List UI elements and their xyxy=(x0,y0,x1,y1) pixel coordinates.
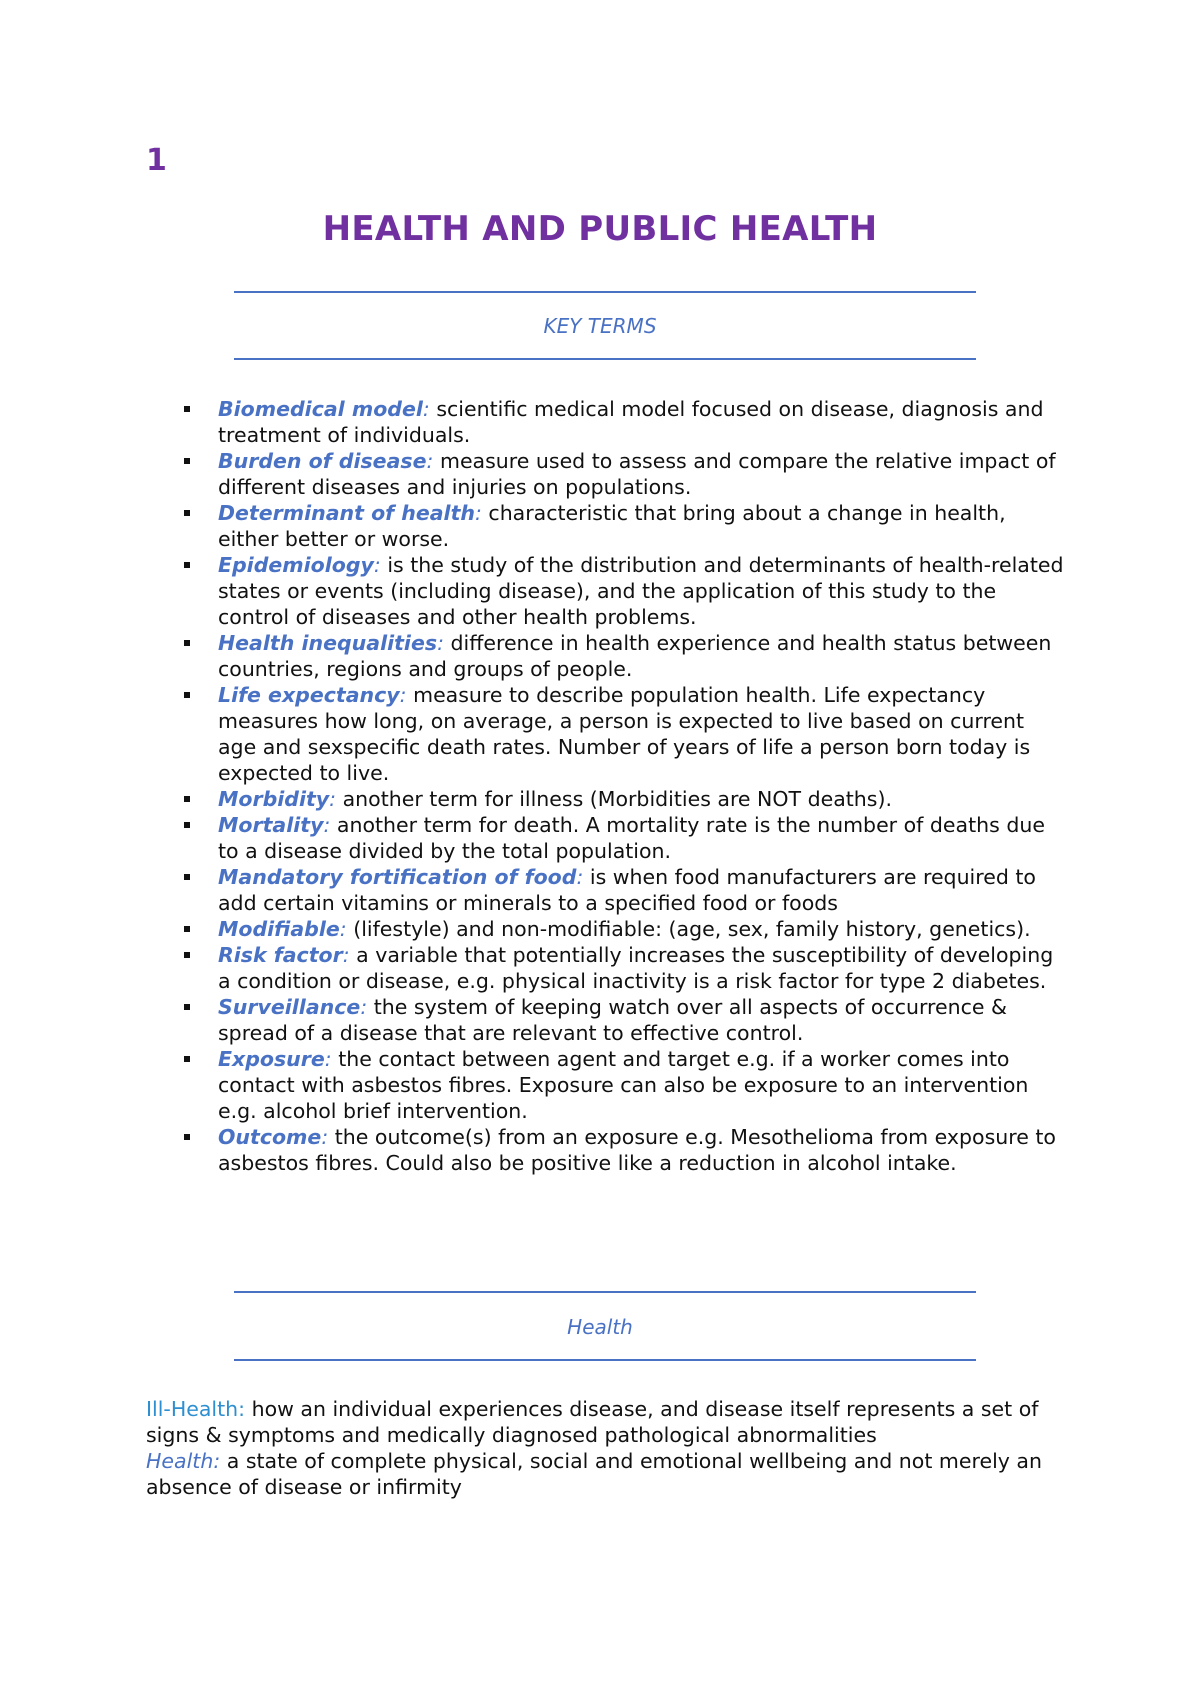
key-term-separator: : xyxy=(576,865,584,889)
chapter-title: HEALTH AND PUBLIC HEALTH xyxy=(322,209,878,249)
key-term-definition: scientific medical model focused on disease, diagnosis and treatment of individuals. xyxy=(218,397,1044,447)
key-term-item xyxy=(184,812,1064,864)
key-term-item xyxy=(184,864,1064,916)
key-term-item xyxy=(184,1046,1064,1124)
key-term-item xyxy=(184,396,1064,448)
key-term-separator: : xyxy=(339,917,347,941)
key-term-name: Surveillance xyxy=(218,995,361,1019)
key-term-item xyxy=(184,630,1064,682)
square-bullet-icon xyxy=(184,874,190,880)
key-term-item xyxy=(184,552,1064,630)
key-term-definition: another term for death. A mortality rate is the number of deaths due to a disease divided by the total population. xyxy=(218,813,1045,863)
ill-health-text: how an individual experiences disease, and disease itself represents a set of signs & symptoms and medically diagnosed pathological abnormalities xyxy=(146,1397,1039,1447)
key-term-separator: : xyxy=(399,683,407,707)
key-term-name: Mandatory fortification of food xyxy=(218,865,577,889)
key-term-separator: : xyxy=(323,813,331,837)
square-bullet-icon xyxy=(184,510,190,516)
key-terms-bottom-rule xyxy=(234,358,976,360)
key-term-definition: (lifestyle) and non-modifiable: (age, sex, family history, genetics). xyxy=(346,917,1031,941)
key-term-name: Biomedical model xyxy=(218,397,423,421)
square-bullet-icon xyxy=(184,562,190,568)
square-bullet-icon xyxy=(184,822,190,828)
key-term-separator: : xyxy=(342,943,350,967)
key-term-definition: difference in health experience and health status between countries, regions and groups of people. xyxy=(218,631,1052,681)
key-term-separator: : xyxy=(474,501,482,525)
square-bullet-icon xyxy=(184,1004,190,1010)
key-term-name: Exposure xyxy=(218,1047,325,1071)
key-term-definition: the system of keeping watch over all aspects of occurrence & spread of a disease that are relevant to effective control. xyxy=(218,995,1008,1045)
health-top-rule xyxy=(234,1291,976,1293)
key-terms-list xyxy=(184,396,1064,1176)
health-definition xyxy=(146,1448,1066,1500)
key-term-definition: the outcome(s) from an exposure e.g. Mesothelioma from exposure to asbestos fibres. Could also be positive like a reduction in alcohol intake. xyxy=(218,1125,1056,1175)
key-terms-top-rule xyxy=(234,291,976,293)
square-bullet-icon xyxy=(184,692,190,698)
key-term-item xyxy=(184,682,1064,786)
health-label: Health: xyxy=(146,1449,221,1473)
key-term-name: Life expectancy xyxy=(218,683,400,707)
key-term-separator: : xyxy=(324,1047,332,1071)
key-term-item xyxy=(184,786,1064,812)
key-term-name: Epidemiology xyxy=(218,553,374,577)
key-term-definition: characteristic that bring about a change in health, either better or worse. xyxy=(218,501,1006,551)
key-term-definition: measure to describe population health. Life expectancy measures how long, on average, a person is expected to live based on current age and sexspecific death rates. Number of years of life a person born today is expected to live. xyxy=(218,683,1031,785)
key-term-item xyxy=(184,942,1064,994)
key-term-name: Risk factor xyxy=(218,943,343,967)
health-heading: Health xyxy=(567,1315,633,1339)
key-term-name: Modifiable xyxy=(218,917,340,941)
square-bullet-icon xyxy=(184,796,190,802)
square-bullet-icon xyxy=(184,640,190,646)
key-term-separator: : xyxy=(329,787,337,811)
key-term-separator: : xyxy=(321,1125,329,1149)
square-bullet-icon xyxy=(184,458,190,464)
key-term-separator: : xyxy=(426,449,434,473)
key-term-separator: : xyxy=(437,631,444,655)
key-term-definition: a variable that potentially increases the susceptibility of developing a condition or disease, e.g. physical inactivity is a risk factor for type 2 diabetes. xyxy=(218,943,1054,993)
key-term-separator: : xyxy=(360,995,368,1019)
square-bullet-icon xyxy=(184,926,190,932)
key-term-item xyxy=(184,500,1064,552)
square-bullet-icon xyxy=(184,1134,190,1140)
key-term-definition: is the study of the distribution and determinants of health-related states or events (including disease), and the application of this study to the control of diseases and other health problems. xyxy=(218,553,1064,629)
key-term-item xyxy=(184,916,1064,942)
key-term-name: Morbidity xyxy=(218,787,330,811)
key-term-name: Outcome xyxy=(218,1125,322,1149)
key-term-separator: : xyxy=(422,397,430,421)
ill-health-label: Ill-Health: xyxy=(146,1397,246,1421)
square-bullet-icon xyxy=(184,406,190,412)
health-definitions xyxy=(146,1396,1066,1500)
key-term-definition: is when food manufacturers are required to add certain vitamins or minerals to a specified food or foods xyxy=(218,865,1036,915)
key-term-item xyxy=(184,448,1064,500)
key-term-definition: another term for illness (Morbidities are NOT deaths). xyxy=(336,787,892,811)
key-term-name: Burden of disease xyxy=(218,449,427,473)
square-bullet-icon xyxy=(184,952,190,958)
key-term-definition: measure used to assess and compare the relative impact of different diseases and injuries on populations. xyxy=(218,449,1056,499)
key-term-separator: : xyxy=(373,553,381,577)
health-bottom-rule xyxy=(234,1359,976,1361)
health-text: a state of complete physical, social and emotional wellbeing and not merely an absence of disease or infirmity xyxy=(146,1449,1042,1499)
chapter-number: 1 xyxy=(146,143,167,178)
key-term-name: Health inequalities xyxy=(218,631,438,655)
ill-health-definition xyxy=(146,1396,1066,1448)
key-terms-heading: KEY TERMS xyxy=(543,314,657,338)
key-term-name: Determinant of health xyxy=(218,501,475,525)
key-term-item xyxy=(184,994,1064,1046)
square-bullet-icon xyxy=(184,1056,190,1062)
key-term-name: Mortality xyxy=(218,813,324,837)
key-term-definition: the contact between agent and target e.g. if a worker comes into contact with asbestos fibres. Exposure can also be exposure to an intervention e.g. alcohol brief intervention. xyxy=(218,1047,1029,1123)
key-term-item xyxy=(184,1124,1064,1176)
